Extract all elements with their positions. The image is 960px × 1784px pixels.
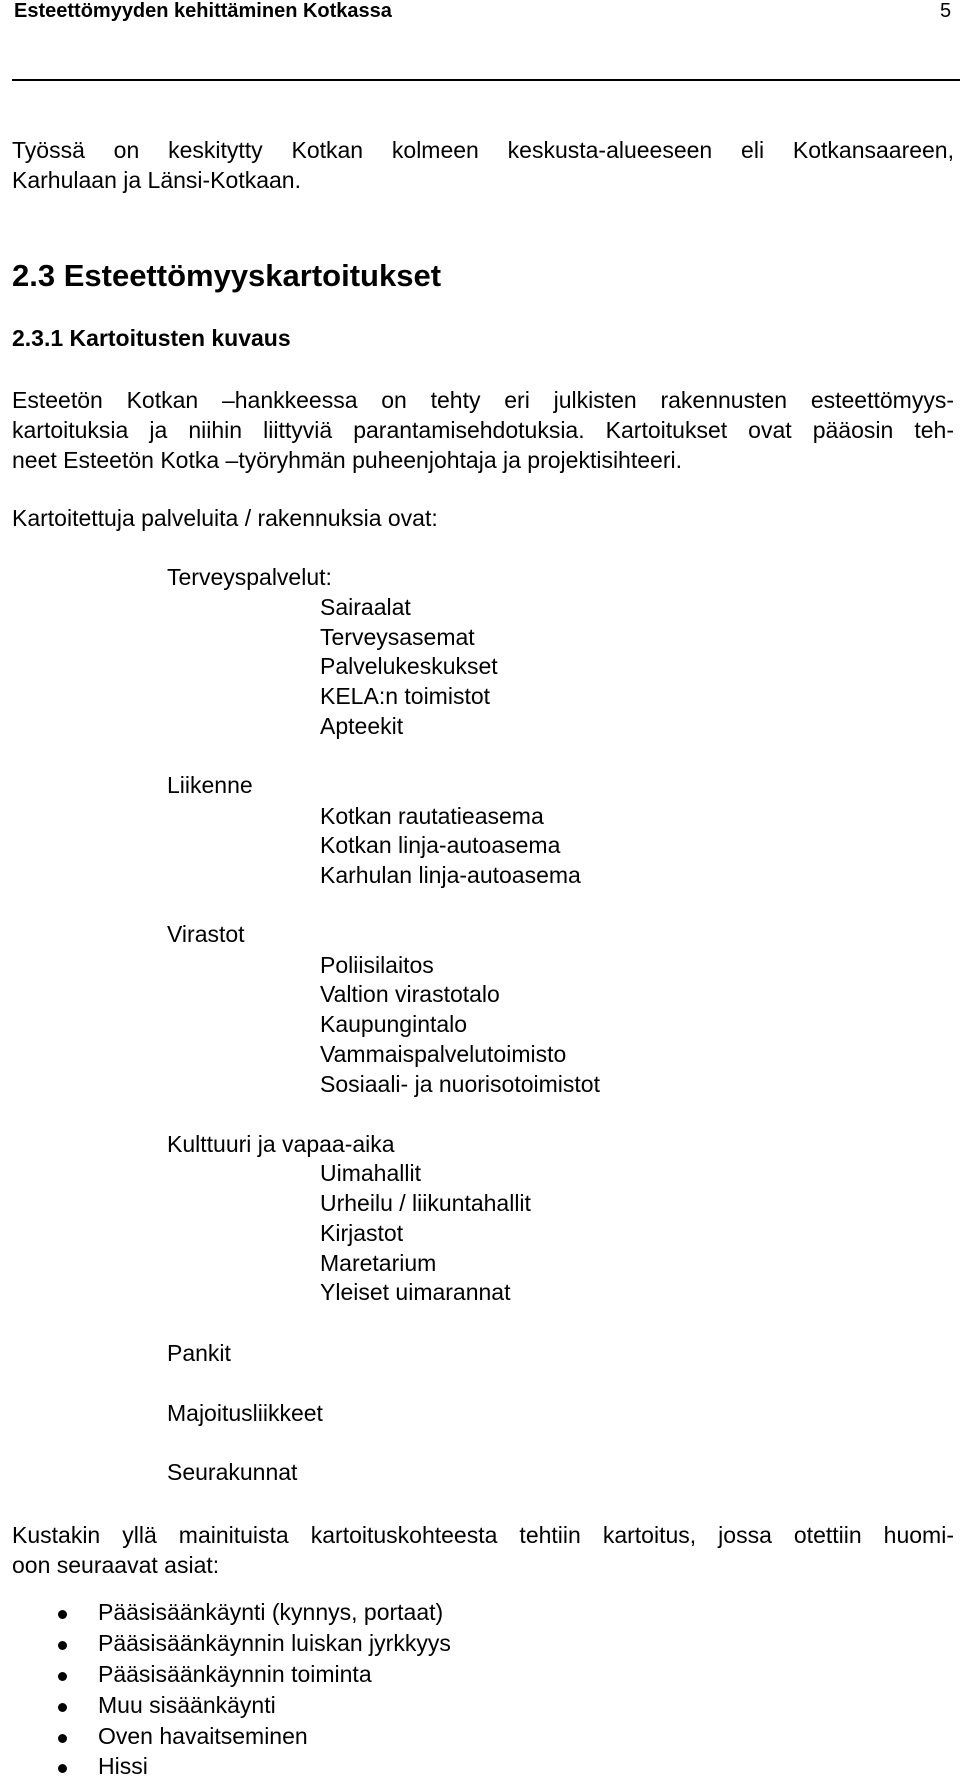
bullet-icon (58, 1641, 67, 1650)
bullet-item: Pääsisäänkäynti (kynnys, portaat) (98, 1599, 444, 1625)
list-item: Apteekit (320, 713, 404, 739)
list-item: Poliisilaitos (320, 952, 434, 978)
intro-line: Karhulaan ja Länsi-Kotkaan. (12, 167, 301, 193)
list-item: Kaupungintalo (320, 1011, 468, 1037)
paragraph-line: Kustakin yllä mainituista kartoituskohteesta tehtiin kartoitus, jossa otettiin huomi- (12, 1522, 954, 1548)
intro-line: Työssä on keskitytty Kotkan kolmeen keskusta-alueeseen eli Kotkansaareen, (12, 137, 954, 163)
list-item: Karhulan linja-autoasema (320, 862, 581, 888)
category-label-banks: Pankit (167, 1340, 231, 1366)
closing-paragraph (12, 1520, 954, 1580)
intro-paragraph (12, 135, 954, 195)
running-header-title: Esteettömyyden kehittäminen Kotkassa (14, 0, 392, 22)
section-heading: 2.3 Esteettömyyskartoitukset (12, 258, 442, 293)
list-item: Yleiset uimarannat (320, 1279, 511, 1305)
category-label-health: Terveyspalvelut: (167, 564, 332, 590)
list-item: Maretarium (320, 1250, 437, 1276)
category-label-accommodation: Majoitusliikkeet (167, 1400, 323, 1426)
category-label-culture: Kulttuuri ja vapaa-aika (167, 1131, 395, 1157)
list-item: Vammaispalvelutoimisto (320, 1041, 567, 1067)
list-item: Urheilu / liikuntahallit (320, 1190, 531, 1216)
paragraph-line: neet Esteetön Kotka –työryhmän puheenjohtaja ja projektisihteeri. (12, 447, 682, 473)
paragraph-line: kartoituksia ja niihin liittyviä parantamisehdotuksia. Kartoitukset ovat pääosin teh- (12, 417, 954, 443)
list-item: Sairaalat (320, 594, 411, 620)
list-intro: Kartoitettuja palveluita / rakennuksia ovat: (12, 505, 438, 531)
bullet-item: Muu sisäänkäynti (98, 1692, 276, 1718)
list-item: KELA:n toimistot (320, 683, 491, 709)
paragraph-line: Esteetön Kotkan –hankkeessa on tehty eri julkisten rakennusten esteettömyys- (12, 387, 954, 413)
subsection-heading: 2.3.1 Kartoitusten kuvaus (12, 325, 291, 351)
page-number: 5 (940, 0, 952, 22)
bullet-icon (58, 1703, 67, 1712)
list-item: Kotkan linja-autoasema (320, 832, 561, 858)
bullet-item: Pääsisäänkäynnin toiminta (98, 1661, 372, 1687)
bullet-icon (58, 1764, 67, 1773)
list-item: Valtion virastotalo (320, 981, 500, 1007)
category-label-offices: Virastot (167, 921, 245, 947)
list-item: Kotkan rautatieasema (320, 803, 544, 829)
bullet-icon (58, 1610, 67, 1619)
category-label-traffic: Liikenne (167, 772, 253, 798)
bullet-item: Pääsisäänkäynnin luiskan jyrkkyys (98, 1630, 451, 1656)
list-item: Kirjastot (320, 1220, 404, 1246)
bullet-item: Oven havaitseminen (98, 1723, 308, 1749)
paragraph-line: oon seuraavat asiat: (12, 1552, 220, 1578)
list-item: Sosiaali- ja nuorisotoimistot (320, 1071, 600, 1097)
list-item: Palvelukeskukset (320, 653, 498, 679)
list-item: Uimahallit (320, 1160, 421, 1186)
bullet-icon (58, 1672, 67, 1681)
category-label-congregations: Seurakunnat (167, 1459, 298, 1485)
list-item: Terveysasemat (320, 624, 475, 650)
description-paragraph (12, 385, 954, 475)
bullet-item: Hissi (98, 1753, 148, 1779)
bullet-icon (58, 1734, 67, 1743)
header-rule (12, 79, 960, 81)
